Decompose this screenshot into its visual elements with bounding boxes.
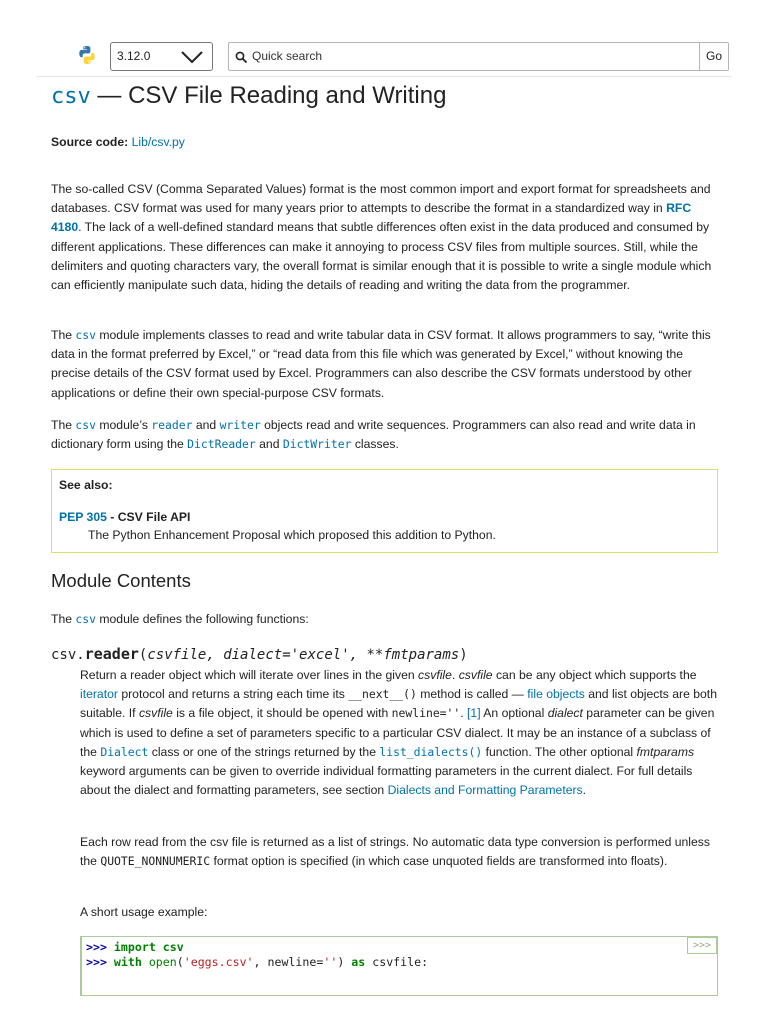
- intro-paragraph-2: [51, 326, 719, 403]
- iterator-link[interactable]: iterator: [80, 687, 118, 702]
- text: .: [582, 783, 587, 798]
- page-title: [51, 82, 446, 110]
- text: Each row read from the csv file is returned as a list of strings. No automatic data type conversion is performed unless the: [80, 835, 710, 869]
- punct: ): [337, 955, 352, 969]
- code-line: [86, 955, 428, 969]
- writer-link[interactable]: writer: [219, 418, 261, 432]
- pep-entry: [59, 510, 190, 524]
- sig-params: csvfile, dialect='excel', **fmtparams: [147, 647, 460, 663]
- string: 'eggs.csv': [183, 955, 254, 969]
- file-objects-link[interactable]: file objects: [527, 687, 585, 702]
- csv-module-link[interactable]: csv: [75, 612, 96, 626]
- intro-paragraph-1: [51, 180, 719, 295]
- text: csvfile: [458, 668, 493, 682]
- intro-paragraph-3: [51, 416, 719, 454]
- reader-description: [80, 666, 720, 800]
- text: .: [451, 668, 459, 682]
- keyword: with: [113, 955, 142, 969]
- version-select[interactable]: [110, 42, 213, 71]
- text: function. The other optional: [482, 744, 637, 759]
- text: fmtparams: [636, 744, 695, 759]
- text: An optional: [480, 706, 548, 721]
- text: .: [460, 706, 468, 721]
- quote-nonnumeric-code: QUOTE_NONNUMERIC: [100, 854, 211, 869]
- reader-signature: [51, 645, 468, 663]
- sig-function-name: reader: [84, 645, 139, 663]
- source-code-link[interactable]: Lib/csv.py: [131, 135, 185, 149]
- go-button[interactable]: Go: [699, 42, 729, 71]
- dictwriter-link[interactable]: DictWriter: [282, 437, 352, 452]
- code-example: [80, 936, 718, 996]
- keyword: import: [113, 940, 156, 954]
- top-bar: [0, 0, 768, 78]
- pep-description: The Python Enhancement Proposal which proposed this addition to Python.: [88, 528, 496, 542]
- list-dialects-link[interactable]: list_dialects(): [379, 744, 483, 759]
- builtin: open: [148, 955, 177, 969]
- chevron-down-icon: [179, 49, 205, 65]
- text: keyword arguments can be given to override individual formatting parameters in the current dialect. For full details about the dialect and formatting parameters, see section: [80, 764, 693, 798]
- dialects-section-link[interactable]: Dialects and Formatting Parameters: [387, 783, 583, 798]
- text: classes.: [351, 437, 399, 452]
- newline-code: newline='': [391, 706, 461, 721]
- see-also-title: See also:: [59, 478, 113, 492]
- source-code-line: [51, 135, 185, 149]
- header-divider: [36, 76, 732, 77]
- text: csvfile: [138, 706, 173, 721]
- text: The so-called CSV (Comma Separated Values) format is the most common import and export format for spreadsheets and databases. CSV format was used for many years prior to attempts to describe the format in a standardized way in: [51, 182, 711, 216]
- see-also-box: [51, 469, 718, 553]
- title-text: — CSV File Reading and Writing: [90, 82, 447, 109]
- pep-title: - CSV File API: [106, 510, 191, 524]
- sig-prefix: csv.: [51, 647, 85, 663]
- dialect-link[interactable]: Dialect: [100, 744, 149, 759]
- search-icon: [235, 51, 248, 64]
- text: and: [192, 418, 220, 432]
- python-logo-icon[interactable]: [77, 45, 97, 65]
- title-module-code: csv: [51, 84, 91, 109]
- text: and: [255, 437, 283, 452]
- text: . The lack of a well-defined standard means that subtle differences often exist in the data produced and consumed by different applications. These differences can make it annoying to process CSV files from multiple sources. Still, while the delimiters and quoting characters vary, the overall format is similar enough that it is possible to write a single module which can efficiently manipulate such data, hiding the details of reading and writing the data from the programmer.: [51, 220, 712, 293]
- text: module’s: [95, 418, 152, 432]
- toggle-prompt-button[interactable]: >>>: [687, 937, 717, 954]
- version-value: 3.12.0: [117, 49, 151, 63]
- sig-open: (: [138, 647, 148, 663]
- text: protocol and returns a string each time its: [117, 687, 349, 702]
- module-contents-intro: [51, 610, 719, 629]
- usage-label: A short usage example:: [80, 905, 208, 919]
- rfc-4180-link[interactable]: RFC 4180: [51, 201, 692, 235]
- text: csvfile: [418, 668, 452, 682]
- text: objects read and write sequences. Programmers can also read and write data in dictionary form using the: [51, 418, 696, 452]
- module-name: csv: [155, 940, 184, 954]
- keyword: as: [351, 955, 366, 969]
- csv-module-link[interactable]: csv: [75, 418, 96, 432]
- punct: , newline=: [253, 955, 324, 969]
- text: class or one of the strings returned by the: [148, 744, 380, 759]
- text: The: [51, 328, 76, 342]
- search-placeholder: Quick search: [252, 49, 323, 63]
- footnote-1-link[interactable]: [1]: [467, 706, 481, 721]
- string: '': [323, 955, 338, 969]
- reader-link[interactable]: reader: [151, 418, 193, 432]
- prompt: >>>: [86, 955, 114, 969]
- reader-paragraph-2: [80, 833, 720, 871]
- text: Return a reader object which will iterate over lines in the given: [80, 668, 419, 682]
- text: The: [51, 612, 76, 626]
- module-contents-heading: Module Contents: [51, 570, 191, 591]
- prompt: >>>: [86, 940, 114, 954]
- pep-305-link[interactable]: PEP 305: [59, 510, 107, 524]
- text: can be any object which supports the: [492, 668, 697, 682]
- text: dialect: [547, 706, 583, 721]
- text: parameter can be given which is used to define a set of parameters specific to a particular CSV dialect. It may be an instance of a subclass of the: [80, 706, 715, 759]
- text: module defines the following functions:: [95, 612, 309, 626]
- space: [142, 955, 149, 969]
- sig-close: ): [459, 647, 468, 663]
- punct: (: [176, 955, 184, 969]
- text: module implements classes to read and write tabular data in CSV format. It allows programmers to say, “write this data in the format preferred by Excel,” or “read data from this file which was generated by Excel,” without knowing the precise details of the CSV format used by Excel. Programmers can also describe the CSV formats understood by other applications or define their own special-purpose CSV formats.: [51, 328, 711, 400]
- text: The: [51, 418, 76, 432]
- source-code-label: Source code:: [51, 135, 129, 149]
- text: and list objects are both suitable. If: [80, 687, 717, 721]
- next-method-code: __next__(): [348, 687, 417, 702]
- search-input[interactable]: [228, 42, 700, 71]
- csv-module-link[interactable]: csv: [75, 328, 96, 342]
- text: is a file object, it should be opened with: [172, 706, 392, 721]
- dictreader-link[interactable]: DictReader: [187, 437, 256, 452]
- code-line: [86, 940, 184, 954]
- text: format option is specified (in which case unquoted fields are transformed into floats).: [210, 854, 668, 869]
- text: method is called —: [416, 687, 528, 702]
- identifier: csvfile:: [365, 955, 429, 969]
